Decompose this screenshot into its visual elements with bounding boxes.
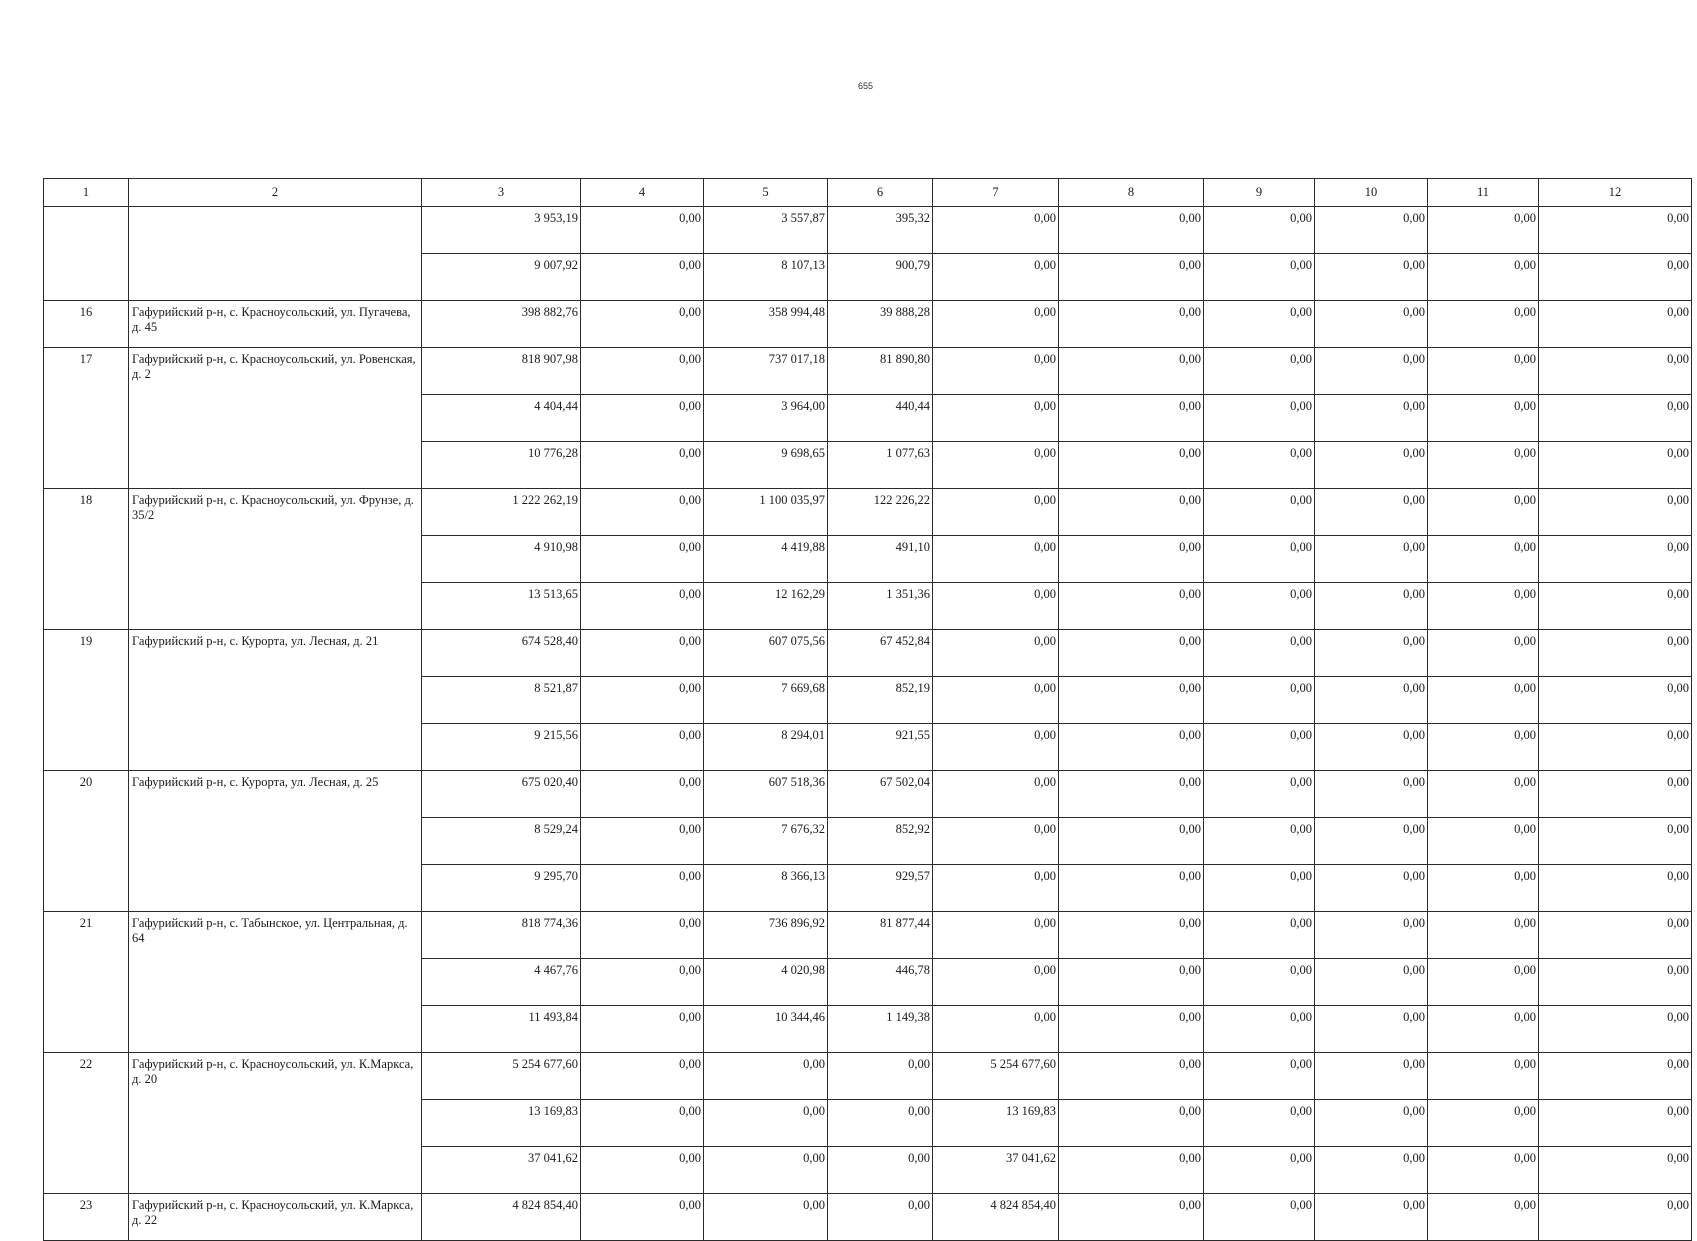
value-cell: 0,00 bbox=[1315, 959, 1428, 1006]
value-cell: 0,00 bbox=[581, 395, 704, 442]
value-cell: 0,00 bbox=[1428, 912, 1539, 959]
value-cell: 0,00 bbox=[1539, 301, 1692, 348]
value-cell: 0,00 bbox=[1059, 348, 1204, 395]
value-cell: 37 041,62 bbox=[933, 1147, 1059, 1194]
value-cell: 8 529,24 bbox=[422, 818, 581, 865]
value-cell: 0,00 bbox=[933, 1006, 1059, 1053]
value-cell: 0,00 bbox=[933, 865, 1059, 912]
value-cell: 0,00 bbox=[1539, 489, 1692, 536]
value-cell: 398 882,76 bbox=[422, 301, 581, 348]
value-cell: 0,00 bbox=[704, 1053, 828, 1100]
value-cell: 0,00 bbox=[1204, 442, 1315, 489]
value-cell: 0,00 bbox=[1059, 865, 1204, 912]
value-cell: 3 557,87 bbox=[704, 207, 828, 254]
value-cell: 0,00 bbox=[1428, 865, 1539, 912]
value-cell: 0,00 bbox=[1539, 536, 1692, 583]
value-cell: 37 041,62 bbox=[422, 1147, 581, 1194]
value-cell: 900,79 bbox=[828, 254, 933, 301]
value-cell: 9 295,70 bbox=[422, 865, 581, 912]
table-row bbox=[44, 771, 1692, 818]
value-cell: 0,00 bbox=[1315, 1100, 1428, 1147]
value-cell: 0,00 bbox=[1059, 771, 1204, 818]
value-cell: 0,00 bbox=[1539, 254, 1692, 301]
table-row bbox=[44, 912, 1692, 959]
value-cell: 0,00 bbox=[1059, 536, 1204, 583]
value-cell: 4 910,98 bbox=[422, 536, 581, 583]
value-cell: 0,00 bbox=[1428, 1194, 1539, 1241]
value-cell: 0,00 bbox=[1428, 536, 1539, 583]
value-cell: 0,00 bbox=[933, 771, 1059, 818]
value-cell: 0,00 bbox=[1315, 583, 1428, 630]
value-cell: 0,00 bbox=[1204, 395, 1315, 442]
value-cell: 0,00 bbox=[1428, 442, 1539, 489]
value-cell: 0,00 bbox=[1428, 771, 1539, 818]
value-cell: 0,00 bbox=[1204, 1006, 1315, 1053]
value-cell: 12 162,29 bbox=[704, 583, 828, 630]
value-cell: 0,00 bbox=[1204, 959, 1315, 1006]
value-cell: 0,00 bbox=[933, 442, 1059, 489]
value-cell: 395,32 bbox=[828, 207, 933, 254]
column-header: 3 bbox=[422, 179, 581, 207]
value-cell: 0,00 bbox=[1059, 207, 1204, 254]
column-header: 8 bbox=[1059, 179, 1204, 207]
value-cell: 0,00 bbox=[581, 348, 704, 395]
value-cell: 0,00 bbox=[581, 1053, 704, 1100]
value-cell: 0,00 bbox=[1315, 1006, 1428, 1053]
value-cell: 0,00 bbox=[1315, 724, 1428, 771]
data-table bbox=[43, 178, 1692, 1241]
value-cell: 737 017,18 bbox=[704, 348, 828, 395]
value-cell: 0,00 bbox=[1539, 442, 1692, 489]
address-cell: Гафурийский р-н, с. Красноусольский, ул. Ровенская, д. 2 bbox=[129, 348, 422, 489]
value-cell: 818 907,98 bbox=[422, 348, 581, 395]
value-cell: 4 020,98 bbox=[704, 959, 828, 1006]
value-cell: 0,00 bbox=[1204, 489, 1315, 536]
value-cell: 0,00 bbox=[581, 254, 704, 301]
value-cell: 0,00 bbox=[1315, 818, 1428, 865]
value-cell: 446,78 bbox=[828, 959, 933, 1006]
value-cell: 8 521,87 bbox=[422, 677, 581, 724]
value-cell: 0,00 bbox=[1059, 395, 1204, 442]
column-header: 5 bbox=[704, 179, 828, 207]
value-cell: 0,00 bbox=[1428, 254, 1539, 301]
value-cell: 0,00 bbox=[1315, 771, 1428, 818]
value-cell: 0,00 bbox=[1539, 771, 1692, 818]
column-header: 7 bbox=[933, 179, 1059, 207]
value-cell: 929,57 bbox=[828, 865, 933, 912]
value-cell: 1 222 262,19 bbox=[422, 489, 581, 536]
value-cell: 0,00 bbox=[1315, 254, 1428, 301]
value-cell: 0,00 bbox=[1428, 207, 1539, 254]
value-cell: 0,00 bbox=[704, 1100, 828, 1147]
value-cell: 0,00 bbox=[1539, 348, 1692, 395]
table-row bbox=[44, 301, 1692, 348]
table-row bbox=[44, 207, 1692, 254]
value-cell: 13 169,83 bbox=[422, 1100, 581, 1147]
value-cell: 0,00 bbox=[1428, 959, 1539, 1006]
value-cell: 0,00 bbox=[581, 1006, 704, 1053]
value-cell: 0,00 bbox=[933, 630, 1059, 677]
value-cell: 0,00 bbox=[1059, 489, 1204, 536]
value-cell: 674 528,40 bbox=[422, 630, 581, 677]
value-cell: 0,00 bbox=[1315, 630, 1428, 677]
value-cell: 0,00 bbox=[933, 959, 1059, 1006]
value-cell: 0,00 bbox=[581, 865, 704, 912]
value-cell: 0,00 bbox=[1428, 1006, 1539, 1053]
value-cell: 39 888,28 bbox=[828, 301, 933, 348]
value-cell: 0,00 bbox=[581, 301, 704, 348]
value-cell: 0,00 bbox=[933, 724, 1059, 771]
value-cell: 8 366,13 bbox=[704, 865, 828, 912]
value-cell: 0,00 bbox=[1059, 442, 1204, 489]
value-cell: 0,00 bbox=[1204, 301, 1315, 348]
value-cell: 0,00 bbox=[1539, 959, 1692, 1006]
value-cell: 0,00 bbox=[1204, 865, 1315, 912]
address-cell: Гафурийский р-н, с. Красноусольский, ул. Пугачева, д. 45 bbox=[129, 301, 422, 348]
value-cell: 0,00 bbox=[1204, 630, 1315, 677]
value-cell: 8 294,01 bbox=[704, 724, 828, 771]
value-cell: 13 513,65 bbox=[422, 583, 581, 630]
value-cell: 4 467,76 bbox=[422, 959, 581, 1006]
value-cell: 0,00 bbox=[1204, 207, 1315, 254]
value-cell: 0,00 bbox=[828, 1100, 933, 1147]
value-cell: 0,00 bbox=[1315, 1053, 1428, 1100]
value-cell: 0,00 bbox=[1204, 1194, 1315, 1241]
value-cell: 0,00 bbox=[1539, 583, 1692, 630]
column-header: 1 bbox=[44, 179, 129, 207]
value-cell: 11 493,84 bbox=[422, 1006, 581, 1053]
value-cell: 0,00 bbox=[1204, 254, 1315, 301]
row-index-cell: 21 bbox=[44, 912, 129, 1053]
table-row bbox=[44, 348, 1692, 395]
value-cell: 0,00 bbox=[704, 1194, 828, 1241]
value-cell: 852,92 bbox=[828, 818, 933, 865]
value-cell: 7 669,68 bbox=[704, 677, 828, 724]
value-cell: 0,00 bbox=[933, 395, 1059, 442]
value-cell: 0,00 bbox=[581, 207, 704, 254]
value-cell: 0,00 bbox=[581, 1194, 704, 1241]
value-cell: 81 877,44 bbox=[828, 912, 933, 959]
value-cell: 607 075,56 bbox=[704, 630, 828, 677]
value-cell: 0,00 bbox=[1539, 865, 1692, 912]
value-cell: 0,00 bbox=[1204, 1053, 1315, 1100]
value-cell: 0,00 bbox=[1315, 536, 1428, 583]
value-cell: 10 344,46 bbox=[704, 1006, 828, 1053]
value-cell: 0,00 bbox=[1539, 395, 1692, 442]
value-cell: 0,00 bbox=[1539, 1006, 1692, 1053]
value-cell: 0,00 bbox=[1428, 489, 1539, 536]
value-cell: 0,00 bbox=[1059, 677, 1204, 724]
table-row bbox=[44, 489, 1692, 536]
column-header: 12 bbox=[1539, 179, 1692, 207]
value-cell: 0,00 bbox=[933, 818, 1059, 865]
value-cell: 0,00 bbox=[581, 442, 704, 489]
address-cell: Гафурийский р-н, с. Красноусольский, ул. К.Маркса, д. 20 bbox=[129, 1053, 422, 1194]
value-cell: 0,00 bbox=[1428, 348, 1539, 395]
value-cell: 0,00 bbox=[1204, 583, 1315, 630]
value-cell: 0,00 bbox=[1539, 207, 1692, 254]
value-cell: 0,00 bbox=[581, 912, 704, 959]
value-cell: 0,00 bbox=[1204, 818, 1315, 865]
value-cell: 0,00 bbox=[581, 818, 704, 865]
value-cell: 1 351,36 bbox=[828, 583, 933, 630]
table-row bbox=[44, 630, 1692, 677]
value-cell: 0,00 bbox=[1059, 254, 1204, 301]
value-cell: 0,00 bbox=[581, 536, 704, 583]
value-cell: 0,00 bbox=[1539, 1194, 1692, 1241]
value-cell: 0,00 bbox=[1428, 301, 1539, 348]
value-cell: 852,19 bbox=[828, 677, 933, 724]
value-cell: 0,00 bbox=[1539, 818, 1692, 865]
value-cell: 0,00 bbox=[1204, 1147, 1315, 1194]
value-cell: 0,00 bbox=[1059, 583, 1204, 630]
address-cell: Гафурийский р-н, с. Красноусольский, ул. Фрунзе, д. 35/2 bbox=[129, 489, 422, 630]
value-cell: 4 824 854,40 bbox=[422, 1194, 581, 1241]
value-cell: 0,00 bbox=[933, 348, 1059, 395]
value-cell: 0,00 bbox=[581, 583, 704, 630]
value-cell: 0,00 bbox=[1315, 442, 1428, 489]
address-cell: Гафурийский р-н, с. Курорта, ул. Лесная, д. 21 bbox=[129, 630, 422, 771]
value-cell: 0,00 bbox=[1204, 912, 1315, 959]
table-row bbox=[44, 1194, 1692, 1241]
value-cell: 1 077,63 bbox=[828, 442, 933, 489]
value-cell: 13 169,83 bbox=[933, 1100, 1059, 1147]
value-cell: 0,00 bbox=[1315, 207, 1428, 254]
value-cell: 0,00 bbox=[1315, 395, 1428, 442]
value-cell: 0,00 bbox=[1315, 912, 1428, 959]
value-cell: 0,00 bbox=[581, 724, 704, 771]
row-index-cell: 22 bbox=[44, 1053, 129, 1194]
value-cell: 0,00 bbox=[1428, 395, 1539, 442]
value-cell: 0,00 bbox=[1204, 771, 1315, 818]
value-cell: 1 100 035,97 bbox=[704, 489, 828, 536]
value-cell: 0,00 bbox=[1539, 724, 1692, 771]
value-cell: 4 824 854,40 bbox=[933, 1194, 1059, 1241]
value-cell: 0,00 bbox=[933, 677, 1059, 724]
value-cell: 0,00 bbox=[1315, 301, 1428, 348]
value-cell: 0,00 bbox=[1428, 1147, 1539, 1194]
value-cell: 358 994,48 bbox=[704, 301, 828, 348]
value-cell: 0,00 bbox=[1428, 1053, 1539, 1100]
value-cell: 9 698,65 bbox=[704, 442, 828, 489]
value-cell: 921,55 bbox=[828, 724, 933, 771]
value-cell: 8 107,13 bbox=[704, 254, 828, 301]
value-cell: 0,00 bbox=[1539, 1147, 1692, 1194]
value-cell: 0,00 bbox=[1204, 677, 1315, 724]
value-cell: 0,00 bbox=[1315, 677, 1428, 724]
column-number-row bbox=[44, 179, 1692, 207]
value-cell: 5 254 677,60 bbox=[422, 1053, 581, 1100]
value-cell: 0,00 bbox=[1204, 348, 1315, 395]
value-cell: 0,00 bbox=[1428, 724, 1539, 771]
value-cell: 440,44 bbox=[828, 395, 933, 442]
value-cell: 0,00 bbox=[1059, 1100, 1204, 1147]
value-cell: 0,00 bbox=[1539, 1053, 1692, 1100]
value-cell: 0,00 bbox=[581, 771, 704, 818]
value-cell: 0,00 bbox=[1059, 1147, 1204, 1194]
value-cell: 0,00 bbox=[581, 489, 704, 536]
value-cell: 122 226,22 bbox=[828, 489, 933, 536]
value-cell: 0,00 bbox=[1059, 1053, 1204, 1100]
row-index-cell: 19 bbox=[44, 630, 129, 771]
value-cell: 3 964,00 bbox=[704, 395, 828, 442]
value-cell: 0,00 bbox=[1539, 912, 1692, 959]
value-cell: 4 419,88 bbox=[704, 536, 828, 583]
column-header: 9 bbox=[1204, 179, 1315, 207]
value-cell: 81 890,80 bbox=[828, 348, 933, 395]
value-cell: 0,00 bbox=[1428, 583, 1539, 630]
value-cell: 0,00 bbox=[1428, 818, 1539, 865]
value-cell: 675 020,40 bbox=[422, 771, 581, 818]
value-cell: 0,00 bbox=[933, 912, 1059, 959]
value-cell: 0,00 bbox=[1315, 1147, 1428, 1194]
value-cell: 0,00 bbox=[1539, 630, 1692, 677]
value-cell: 0,00 bbox=[1059, 301, 1204, 348]
value-cell: 0,00 bbox=[1059, 1194, 1204, 1241]
value-cell: 0,00 bbox=[581, 1100, 704, 1147]
value-cell: 0,00 bbox=[1539, 677, 1692, 724]
value-cell: 10 776,28 bbox=[422, 442, 581, 489]
row-index-cell: 20 bbox=[44, 771, 129, 912]
value-cell: 0,00 bbox=[1059, 1006, 1204, 1053]
value-cell: 736 896,92 bbox=[704, 912, 828, 959]
column-header: 2 bbox=[129, 179, 422, 207]
value-cell: 0,00 bbox=[1059, 724, 1204, 771]
value-cell: 1 149,38 bbox=[828, 1006, 933, 1053]
value-cell: 0,00 bbox=[1428, 1100, 1539, 1147]
value-cell: 0,00 bbox=[933, 583, 1059, 630]
value-cell: 67 502,04 bbox=[828, 771, 933, 818]
value-cell: 0,00 bbox=[1428, 677, 1539, 724]
value-cell: 0,00 bbox=[581, 1147, 704, 1194]
value-cell: 818 774,36 bbox=[422, 912, 581, 959]
column-header: 11 bbox=[1428, 179, 1539, 207]
value-cell: 0,00 bbox=[1059, 912, 1204, 959]
column-header: 10 bbox=[1315, 179, 1428, 207]
value-cell: 0,00 bbox=[1204, 536, 1315, 583]
row-index-cell: 16 bbox=[44, 301, 129, 348]
value-cell: 67 452,84 bbox=[828, 630, 933, 677]
row-index-cell bbox=[44, 207, 129, 301]
value-cell: 0,00 bbox=[581, 959, 704, 1006]
value-cell: 5 254 677,60 bbox=[933, 1053, 1059, 1100]
value-cell: 0,00 bbox=[1059, 959, 1204, 1006]
value-cell: 0,00 bbox=[933, 536, 1059, 583]
value-cell: 0,00 bbox=[704, 1147, 828, 1194]
value-cell: 3 953,19 bbox=[422, 207, 581, 254]
value-cell: 0,00 bbox=[933, 254, 1059, 301]
value-cell: 9 215,56 bbox=[422, 724, 581, 771]
row-index-cell: 18 bbox=[44, 489, 129, 630]
row-index-cell: 23 bbox=[44, 1194, 129, 1241]
value-cell: 0,00 bbox=[1539, 1100, 1692, 1147]
address-cell: Гафурийский р-н, с. Красноусольский, ул. К.Маркса, д. 22 bbox=[129, 1194, 422, 1241]
value-cell: 0,00 bbox=[1204, 724, 1315, 771]
value-cell: 0,00 bbox=[1315, 348, 1428, 395]
value-cell: 7 676,32 bbox=[704, 818, 828, 865]
value-cell: 0,00 bbox=[828, 1053, 933, 1100]
value-cell: 0,00 bbox=[1315, 489, 1428, 536]
value-cell: 9 007,92 bbox=[422, 254, 581, 301]
row-index-cell: 17 bbox=[44, 348, 129, 489]
value-cell: 0,00 bbox=[581, 677, 704, 724]
column-header: 6 bbox=[828, 179, 933, 207]
address-cell: Гафурийский р-н, с. Курорта, ул. Лесная, д. 25 bbox=[129, 771, 422, 912]
value-cell: 0,00 bbox=[1428, 630, 1539, 677]
value-cell: 0,00 bbox=[1315, 1194, 1428, 1241]
value-cell: 0,00 bbox=[581, 630, 704, 677]
page-number: 655 bbox=[857, 81, 874, 91]
column-header: 4 bbox=[581, 179, 704, 207]
value-cell: 0,00 bbox=[1204, 1100, 1315, 1147]
address-cell: Гафурийский р-н, с. Табынское, ул. Центральная, д. 64 bbox=[129, 912, 422, 1053]
value-cell: 0,00 bbox=[828, 1147, 933, 1194]
value-cell: 607 518,36 bbox=[704, 771, 828, 818]
value-cell: 491,10 bbox=[828, 536, 933, 583]
value-cell: 0,00 bbox=[933, 489, 1059, 536]
value-cell: 0,00 bbox=[828, 1194, 933, 1241]
value-cell: 4 404,44 bbox=[422, 395, 581, 442]
value-cell: 0,00 bbox=[933, 301, 1059, 348]
table-row bbox=[44, 1053, 1692, 1100]
value-cell: 0,00 bbox=[933, 207, 1059, 254]
value-cell: 0,00 bbox=[1059, 630, 1204, 677]
address-cell bbox=[129, 207, 422, 301]
value-cell: 0,00 bbox=[1315, 865, 1428, 912]
value-cell: 0,00 bbox=[1059, 818, 1204, 865]
